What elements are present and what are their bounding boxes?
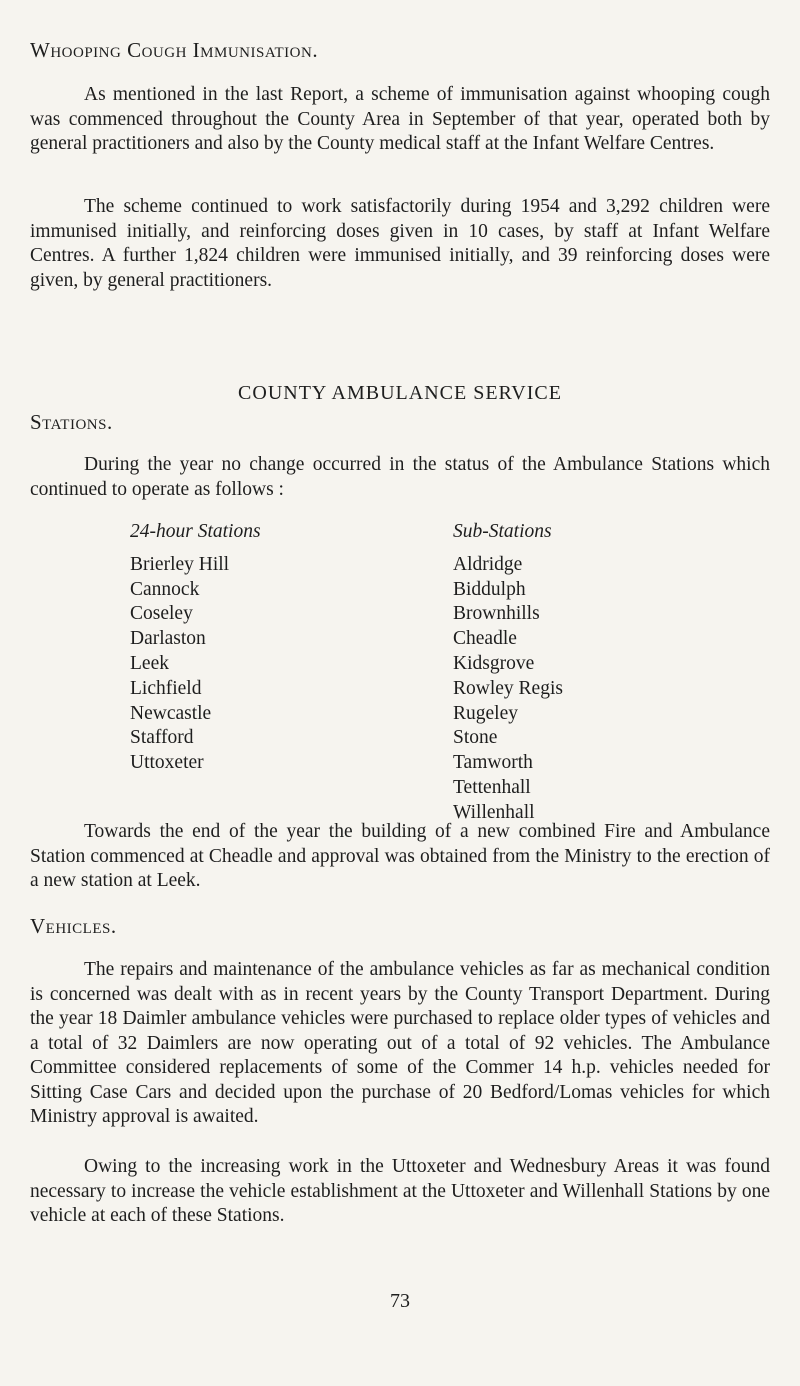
list-item: Rugeley: [453, 702, 518, 724]
section-heading-vehicles: Vehicles.: [30, 914, 117, 938]
list-item: Stone: [453, 727, 498, 749]
list-item: Tettenhall: [453, 776, 531, 798]
list-item: Stafford: [130, 727, 194, 749]
list-sub-stations: [453, 520, 563, 826]
list-item: Brierley Hill: [130, 553, 230, 575]
list-item: Cheadle: [453, 628, 517, 650]
list-heading-24-hour: 24-hour Stations: [130, 521, 261, 542]
list-item: Leek: [130, 652, 169, 674]
paragraph-stations-intro: During the year no change occurred in the status of the Ambulance Stations which continued to operate as follows :: [30, 454, 770, 500]
paragraph-whooping-1: As mentioned in the last Report, a scheme of immunisation against whooping cough was commenced throughout the County Area in September of that year, operated both by general practitioners and also by the County medical staff at the Infant Welfare Centres.: [30, 84, 770, 154]
paragraph-vehicles-2: Owing to the increasing work in the Uttoxeter and Wednesbury Areas it was found necessary to increase the vehicle establishment at the Uttoxeter and Willenhall Stations by one vehicle at each of these Stations.: [30, 1156, 770, 1226]
list-item: Darlaston: [130, 628, 206, 650]
list-item: Uttoxeter: [130, 752, 204, 774]
list-heading-sub-stations: Sub-Stations: [453, 521, 552, 542]
paragraph-vehicles-1: The repairs and maintenance of the ambulance vehicles as far as mechanical condition is concerned was dealt with as in recent years by the County Transport Department. During the year 18 Daimler ambulance vehicles were purchased to replace older types of vehicles and a total of 32 Daimlers are now operating out of a total of 92 vehicles. The Ambulance Committee considered replacements of some of the Commer 14 h.p. vehicles needed for Sitting Case Cars and decided upon the purchase of 20 Bedford/Lomas vehicles for which Ministry approval is awaited.: [30, 959, 770, 1127]
section-heading-whooping-cough: Whooping Cough Immunisation.: [30, 38, 319, 62]
paragraph-stations-closing: Towards the end of the year the building of a new combined Fire and Ambulance Station commenced at Cheadle and approval was obtained from the Ministry to the erection of a new station at Leek.: [30, 821, 770, 891]
ambulance-service-title: COUNTY AMBULANCE SERVICE: [238, 382, 562, 404]
list-item: Tamworth: [453, 752, 533, 774]
section-heading-stations: Stations.: [30, 410, 113, 434]
list-item: Willenhall: [453, 801, 535, 823]
list-item: Coseley: [130, 603, 193, 625]
list-item: Cannock: [130, 578, 200, 600]
list-item: Lichfield: [130, 677, 202, 699]
page-number: 73: [390, 1290, 410, 1312]
list-item: Biddulph: [453, 578, 526, 600]
list-item: Newcastle: [130, 702, 212, 724]
paragraph-whooping-2: The scheme continued to work satisfactorily during 1954 and 3,292 children were immunised initially, and reinforcing doses given in 10 cases, by staff at Infant Welfare Centres. A further 1,824 children were immunised initially, and 39 reinforcing doses were given, by general practitioners.: [30, 196, 770, 291]
list-item: Rowley Regis: [453, 677, 563, 699]
list-item: Brownhills: [453, 603, 540, 625]
list-item: Kidsgrove: [453, 652, 535, 674]
list-24-hour-stations: [130, 520, 261, 776]
list-item: Aldridge: [453, 553, 523, 575]
